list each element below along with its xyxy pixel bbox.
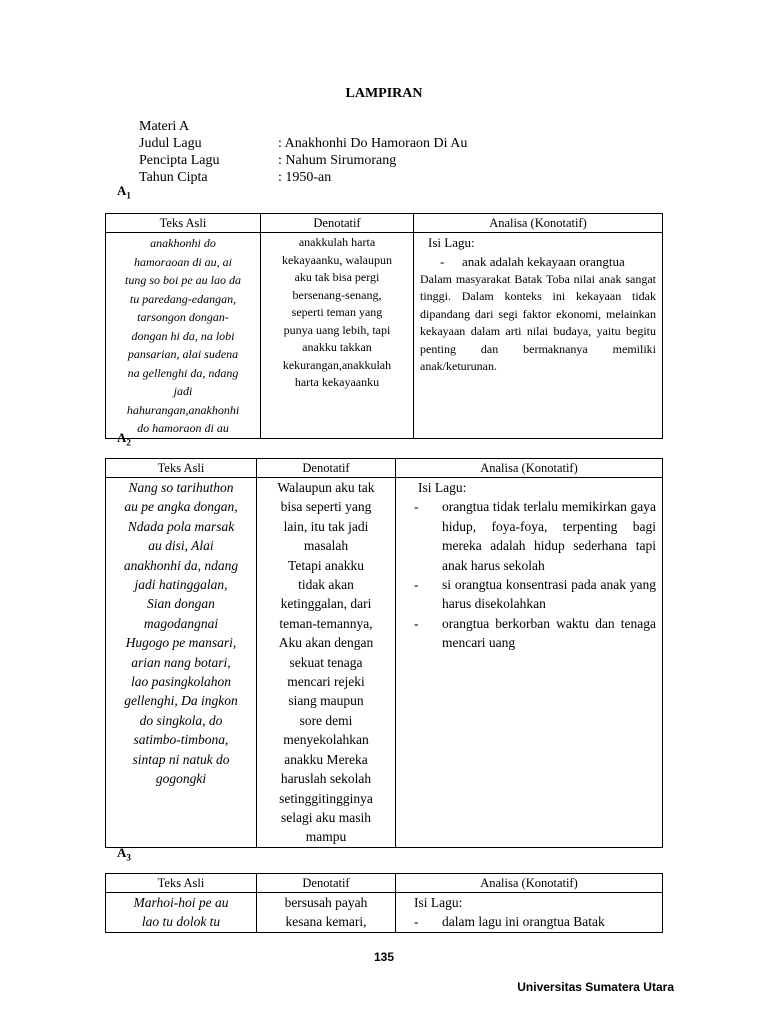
page-title: LAMPIRAN	[345, 86, 423, 101]
lyric-line: Ndada pola marsak	[127, 518, 235, 534]
denotation-line: tidak akan	[298, 577, 354, 593]
isi-lagu-label: Isi Lagu:	[418, 480, 467, 495]
lyric-line: gogongki	[155, 771, 207, 787]
cell-denotatif	[257, 478, 396, 848]
bullet-dash: -	[414, 615, 419, 631]
isi-lagu-label: Isi Lagu:	[414, 895, 463, 910]
lyric-line: do hamoraon di au	[137, 421, 229, 435]
lyric-line: satimbo-timbona,	[133, 732, 229, 748]
denotation-line: seperti teman yang	[291, 305, 383, 319]
denotation-line: aku tak bisa pergi	[294, 270, 380, 284]
denotation-line: Walaupun aku tak	[277, 480, 375, 495]
denotation-line: anakkulah harta	[298, 235, 376, 249]
lyric-line: na gellenghi da, ndang	[127, 365, 239, 380]
cell-teks-asli	[106, 233, 261, 439]
section-subscript: 1	[126, 190, 131, 201]
lyric-line: anakhonhi da, ndang	[123, 557, 239, 573]
header-teks-asli: Teks Asli	[106, 459, 257, 478]
header-teks-asli: Teks Asli	[106, 874, 257, 893]
denotation-line: selagi aku masih	[281, 809, 371, 825]
denotation-line: sore demi	[299, 712, 353, 728]
denotation-line: mencari rejeki	[287, 674, 365, 690]
denotation-line: lain, itu tak jadi	[283, 518, 369, 534]
cell-denotatif	[261, 233, 414, 439]
section-label-a1	[117, 183, 131, 201]
bullet-dash: -	[414, 499, 419, 515]
analysis-table-a1	[105, 213, 663, 439]
cell-teks-asli	[106, 893, 257, 933]
meta-row-pencipta	[139, 152, 467, 169]
page-number: 135	[373, 950, 395, 964]
bullet-dash: -	[414, 914, 419, 930]
denotation-line: ketinggalan, dari	[280, 596, 372, 612]
lyric-line: magodangnai	[143, 615, 219, 631]
section-label-a2	[117, 430, 131, 448]
lyric-line: lao pasingkolahon	[130, 674, 232, 690]
denotation-line: anakku takkan	[302, 340, 372, 354]
denotation-line: kekurangan,anakkulah	[282, 357, 392, 372]
lyric-line: jadi hatinggalan,	[134, 577, 228, 593]
denotation-line: setinggitingginya	[279, 790, 373, 806]
cell-analisa	[396, 893, 663, 933]
meta-key: Pencipta Lagu	[139, 153, 220, 168]
lyric-line: jadi	[173, 384, 193, 398]
meta-value: : Nahum Sirumorang	[278, 153, 397, 168]
section-letter: A	[117, 183, 127, 198]
meta-row-materi	[139, 118, 467, 135]
meta-value: : Anakhonhi Do Hamoraon Di Au	[278, 136, 468, 151]
meta-key: Materi A	[139, 119, 190, 134]
lyric-line: tu paredang-edangan,	[129, 291, 237, 306]
section-subscript: 2	[126, 437, 131, 448]
cell-analisa	[414, 233, 663, 439]
meta-row-judul	[139, 135, 467, 152]
denotation-line: anakku Mereka	[284, 751, 368, 767]
section-letter: A	[117, 845, 127, 860]
analysis-paragraph: Dalam masyarakat Batak Toba nilai anak sangat tinggi. Dalam konteks ini kekayaan tidak dipandang dari segi faktor ekonomi, melainkan kekayaan dalam arti nilai budaya, yaitu begitu penting dan bermaknanya memiliki anak/keturunan.	[420, 271, 656, 373]
lyric-line: tarsongon dongan-	[137, 310, 229, 324]
lyric-line: anakhonhi do	[150, 236, 216, 250]
denotation-line: menyekolahkan	[283, 732, 369, 748]
cell-teks-asli	[106, 478, 257, 848]
lyric-line: hahurangan,anakhonhi	[126, 402, 240, 417]
denotation-line: siang maupun	[288, 693, 364, 709]
header-denotatif: Denotatif	[257, 459, 396, 478]
analysis-table-a3	[105, 873, 663, 933]
header-analisa: Analisa (Konotatif)	[396, 874, 663, 893]
section-subscript: 3	[126, 852, 131, 863]
lyric-line: Marhoi-hoi pe au	[133, 895, 229, 910]
cell-denotatif	[257, 893, 396, 933]
meta-value: : 1950-an	[278, 170, 332, 185]
denotation-line: bersenang-senang,	[292, 287, 382, 302]
cell-analisa	[396, 478, 663, 848]
denotation-line: masalah	[303, 538, 349, 554]
bullet-item: - dalam lagu ini orangtua Batak	[402, 912, 656, 931]
footer-university: Universitas Sumatera Utara	[517, 980, 674, 994]
bullet-item: - anak adalah kekayaan orangtua	[440, 253, 625, 269]
meta-key: Tahun Cipta	[139, 170, 208, 185]
lyric-line: tung so boi pe au lao da	[125, 273, 241, 287]
lyric-line: hamoraoan di au, ai	[133, 254, 232, 269]
lyric-line: Sian dongan	[147, 596, 215, 612]
meta-key: Judul Lagu	[139, 136, 202, 151]
isi-lagu-label: Isi Lagu:	[428, 235, 475, 250]
lyric-line: gellenghi, Da ingkon	[124, 693, 238, 709]
denotation-line: Aku akan dengan	[278, 635, 374, 651]
bullet-dash: -	[414, 577, 419, 593]
meta-row-tahun	[139, 169, 467, 186]
header-teks-asli: Teks Asli	[106, 214, 261, 233]
denotation-line: sekuat tenaga	[289, 654, 363, 670]
bullet-dash: -	[440, 253, 445, 269]
header-denotatif: Denotatif	[261, 214, 414, 233]
denotation-line: bersusah payah	[284, 895, 368, 910]
lyric-line: lao tu dolok tu	[141, 914, 221, 930]
lyric-line: dongan hi da, na lobi	[131, 328, 235, 343]
denotation-line: teman-temannya,	[279, 615, 373, 631]
lyric-line: Hugogo pe mansari,	[125, 635, 237, 651]
denotation-line: bisa seperti yang	[280, 499, 372, 515]
bullet-item: - orangtua tidak terlalu memikirkan gaya hidup, foya-foya, terpenting bagi mereka adalah hidup sederhana tapi anak harus sekolah	[402, 497, 656, 575]
header-analisa: Analisa (Konotatif)	[396, 459, 663, 478]
lyric-line: pansarian, alai sudena	[127, 347, 239, 361]
denotation-line: Tetapi anakku	[288, 557, 364, 573]
denotation-line: harta kekayaanku	[294, 375, 380, 389]
lyric-line: Nang so tarihuthon	[128, 480, 234, 495]
header-denotatif: Denotatif	[257, 874, 396, 893]
denotation-line: mampu	[305, 829, 347, 845]
analysis-table-a2	[105, 458, 663, 848]
header-analisa: Analisa (Konotatif)	[414, 214, 663, 233]
lyric-line: au pe angka dongan,	[124, 499, 238, 515]
lyric-line: sintap ni natuk do	[132, 751, 230, 767]
lyric-line: au disi, Alai	[148, 538, 214, 554]
denotation-line: kekayaanku, walaupun	[282, 252, 392, 267]
denotation-line: kesana kemari,	[285, 914, 367, 930]
denotation-line: haruslah sekolah	[280, 771, 372, 787]
song-metadata	[139, 118, 467, 186]
section-letter: A	[117, 430, 127, 445]
bullet-item: - orangtua berkorban waktu dan tenaga mencari uang	[402, 614, 656, 653]
bullet-item: - si orangtua konsentrasi pada anak yang harus disekolahkan	[402, 575, 656, 614]
lyric-line: arian nang botari,	[131, 654, 231, 670]
section-label-a3	[117, 845, 131, 863]
lyric-line: do singkola, do	[139, 712, 223, 728]
denotation-line: punya uang lebih, tapi	[283, 322, 391, 337]
